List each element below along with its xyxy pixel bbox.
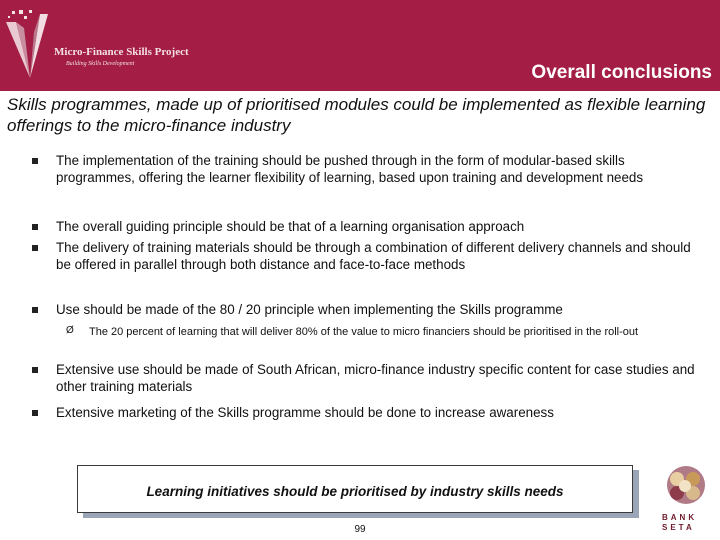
bank-logo-line2: SETA	[662, 523, 695, 532]
bank-seta-logo-text	[662, 513, 697, 533]
bullet-text: Use should be made of the 80 / 20 principle when implementing the Skills programme	[56, 302, 563, 317]
bullet-square-icon	[31, 244, 39, 252]
bullet-text: The delivery of training materials should be through a combination of different delivery channels and should be offered in parallel through both distance and face-to-face methods	[56, 240, 691, 272]
bullet-square-icon	[31, 157, 39, 165]
bullet-square-icon	[31, 409, 39, 417]
bullet-text: Extensive use should be made of South African, micro-finance industry specific content for case studies and other training materials	[56, 362, 695, 394]
callout-text: Learning initiatives should be prioritised by industry skills needs	[146, 484, 564, 499]
bullet-text: Extensive marketing of the Skills programme should be done to increase awareness	[56, 405, 554, 420]
logo-title: Micro-Finance Skills Project	[54, 46, 189, 58]
bullet-square-icon	[31, 223, 39, 231]
bullet-square-icon	[31, 366, 39, 374]
bullet-text: The implementation of the training should be pushed through in the form of modular-based skills programmes, offering the learner flexibility of learning, based upon training and development needs	[56, 153, 644, 185]
callout-box	[77, 465, 633, 513]
logo-subtitle: Building Skills Development	[66, 61, 135, 67]
slide-title: Overall conclusions	[531, 62, 712, 83]
arrow-bullet-icon: Ø	[66, 325, 74, 336]
micro-finance-logo	[4, 8, 189, 80]
bullet-square-icon	[31, 306, 39, 314]
slide-headline: Skills programmes, made up of prioritised modules could be implemented as flexible learning offerings to the micro-finance industry	[7, 95, 706, 135]
bullet-text: The overall guiding principle should be that of a learning organisation approach	[56, 219, 525, 234]
sub-bullet-text: The 20 percent of learning that will deliver 80% of the value to micro financiers should be prioritised in the roll-out	[89, 326, 639, 338]
bank-logo-line1: BANK	[662, 513, 698, 522]
page-number: 99	[354, 524, 366, 535]
micro-finance-logo-icon	[4, 8, 64, 80]
slide-header	[0, 0, 720, 91]
